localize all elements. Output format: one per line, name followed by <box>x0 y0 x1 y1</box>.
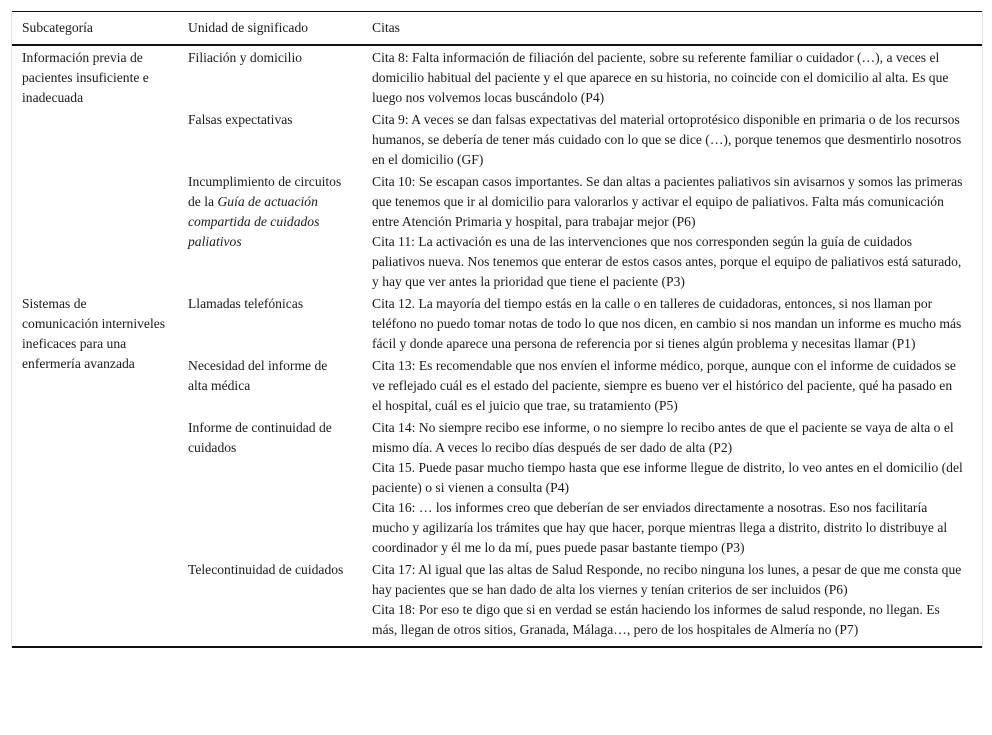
quotes-cell <box>362 45 982 108</box>
header-quotes: Citas <box>372 20 400 35</box>
quote-text: Cita 13: Es recomendable que nos envíen el informe médico, porque, aunque con el informe de cuidados se ve reflejado cuál es el estado del paciente, siempre es bueno ver el histórico del paciente, qué ha pasado en el hospital, cuál es el juicio que trae, su tratamiento (P5) <box>372 358 956 413</box>
quotes-cell <box>362 108 982 170</box>
unit-cell: Llamadas telefónicas <box>188 296 304 311</box>
header-unit: Unidad de significado <box>188 20 309 35</box>
quote-text: Cita 16: … los informes creo que deberían de ser enviados directamente a nosotras. Eso nos facilitaría mucho y agilizaría los trámites que hay que hacer, porque mientras llega a distrito, distrito lo distribuye al coordinador y él me lo da mí, pues puede pasar bastante tiempo (P3) <box>372 500 948 555</box>
subcategory-cell: Información previa de pacientes insuficiente e inadecuada <box>22 50 149 105</box>
quote-text: Cita 17: Al igual que las altas de Salud Responde, no recibo ninguna los lunes, a pesar de que me consta que hay pacientes que se han dado de alta los viernes y tenían criterios de ser incluidos (P6) <box>372 562 962 597</box>
quotes-cell <box>362 354 982 416</box>
subcategory-cell: Sistemas de comunicación interniveles ineficaces para una enfermería avanzada <box>22 296 166 371</box>
quote-text: Cita 9: A veces se dan falsas expectativas del material ortoprotésico disponible en primaria o de los recursos humanos, se debería de tener más cuidado con lo que se dice (…), porque tenemos que desmentirlo nosotros en el domicilio (GF) <box>372 112 962 167</box>
quotes-cell <box>362 292 982 354</box>
quote-text: Cita 11: La activación es una de las intervenciones que nos corresponden según la guía de cuidados paliativos nueva. Nos tenemos que enterar de estos casos antes, porque el equipo de paliativos está saturado, y hay que ver antes la prioridad que tiene el paciente (P3) <box>372 234 962 289</box>
unit-label-guide-title: Guía de actuación compartida de cuidados paliativos <box>188 194 320 249</box>
quotes-table-container <box>11 11 983 648</box>
quotes-cell <box>362 558 982 647</box>
header-subcategory: Subcategoría <box>22 20 93 35</box>
quote-text: Cita 15. Puede pasar mucho tiempo hasta que ese informe llegue de distrito, lo veo antes en el domicilio (del paciente) o si vienen a consulta (P4) <box>372 460 963 495</box>
unit-cell: Filiación y domicilio <box>188 50 303 65</box>
table-header <box>12 12 982 46</box>
unit-label-prefix: Incumplimiento de circuitos de la <box>188 174 342 209</box>
table-row <box>12 45 982 108</box>
quote-text: Cita 8: Falta información de filiación del paciente, sobre su referente familiar o cuidador (…), a veces el domicilio habitual del paciente y el que aparece en su historia, no coincide con el domicilio al alta. Es que luego nos volvemos locas buscándolo (P4) <box>372 50 949 105</box>
table-row <box>12 292 982 354</box>
table-body <box>12 45 982 647</box>
unit-cell: Telecontinuidad de cuidados <box>188 562 344 577</box>
quotes-table <box>12 11 982 648</box>
unit-cell: Informe de continuidad de cuidados <box>188 420 332 455</box>
quote-text: Cita 18: Por eso te digo que si en verdad se están haciendo los informes de salud responde, no llegan. Es más, llegan de otros sitios, Granada, Málaga…, pero de los hospitales de Almería no (P7) <box>372 602 940 637</box>
unit-cell: Necesidad del informe de alta médica <box>188 358 328 393</box>
unit-cell <box>178 170 362 292</box>
unit-cell: Falsas expectativas <box>188 112 293 127</box>
header-row <box>12 12 982 46</box>
quotes-cell <box>362 170 982 292</box>
quote-text: Cita 12. La mayoría del tiempo estás en la calle o en talleres de cuidadoras, entonces, si nos llaman por teléfono no puedo tomar notas de todo lo que nos dicen, en cambio si nos mandan un informe es mucho más fácil y donde aparece una persona de referencia por si tienes algún problema y necesitas llamar (P1) <box>372 296 962 351</box>
quote-text: Cita 14: No siempre recibo ese informe, o no siempre lo recibo antes de que el paciente se vaya de alta o el mismo día. A veces lo recibo días después de ser dado de alta (P2) <box>372 420 954 455</box>
quote-text: Cita 10: Se escapan casos importantes. Se dan altas a pacientes paliativos sin avisarnos y somos las primeras que tenemos que ir al domicilio para valorarlos y activar el equipo de paliativos. Falta más comunicación entre Atención Primaria y hospital, para trabajar mejor (P6) <box>372 174 963 229</box>
quotes-cell <box>362 416 982 558</box>
